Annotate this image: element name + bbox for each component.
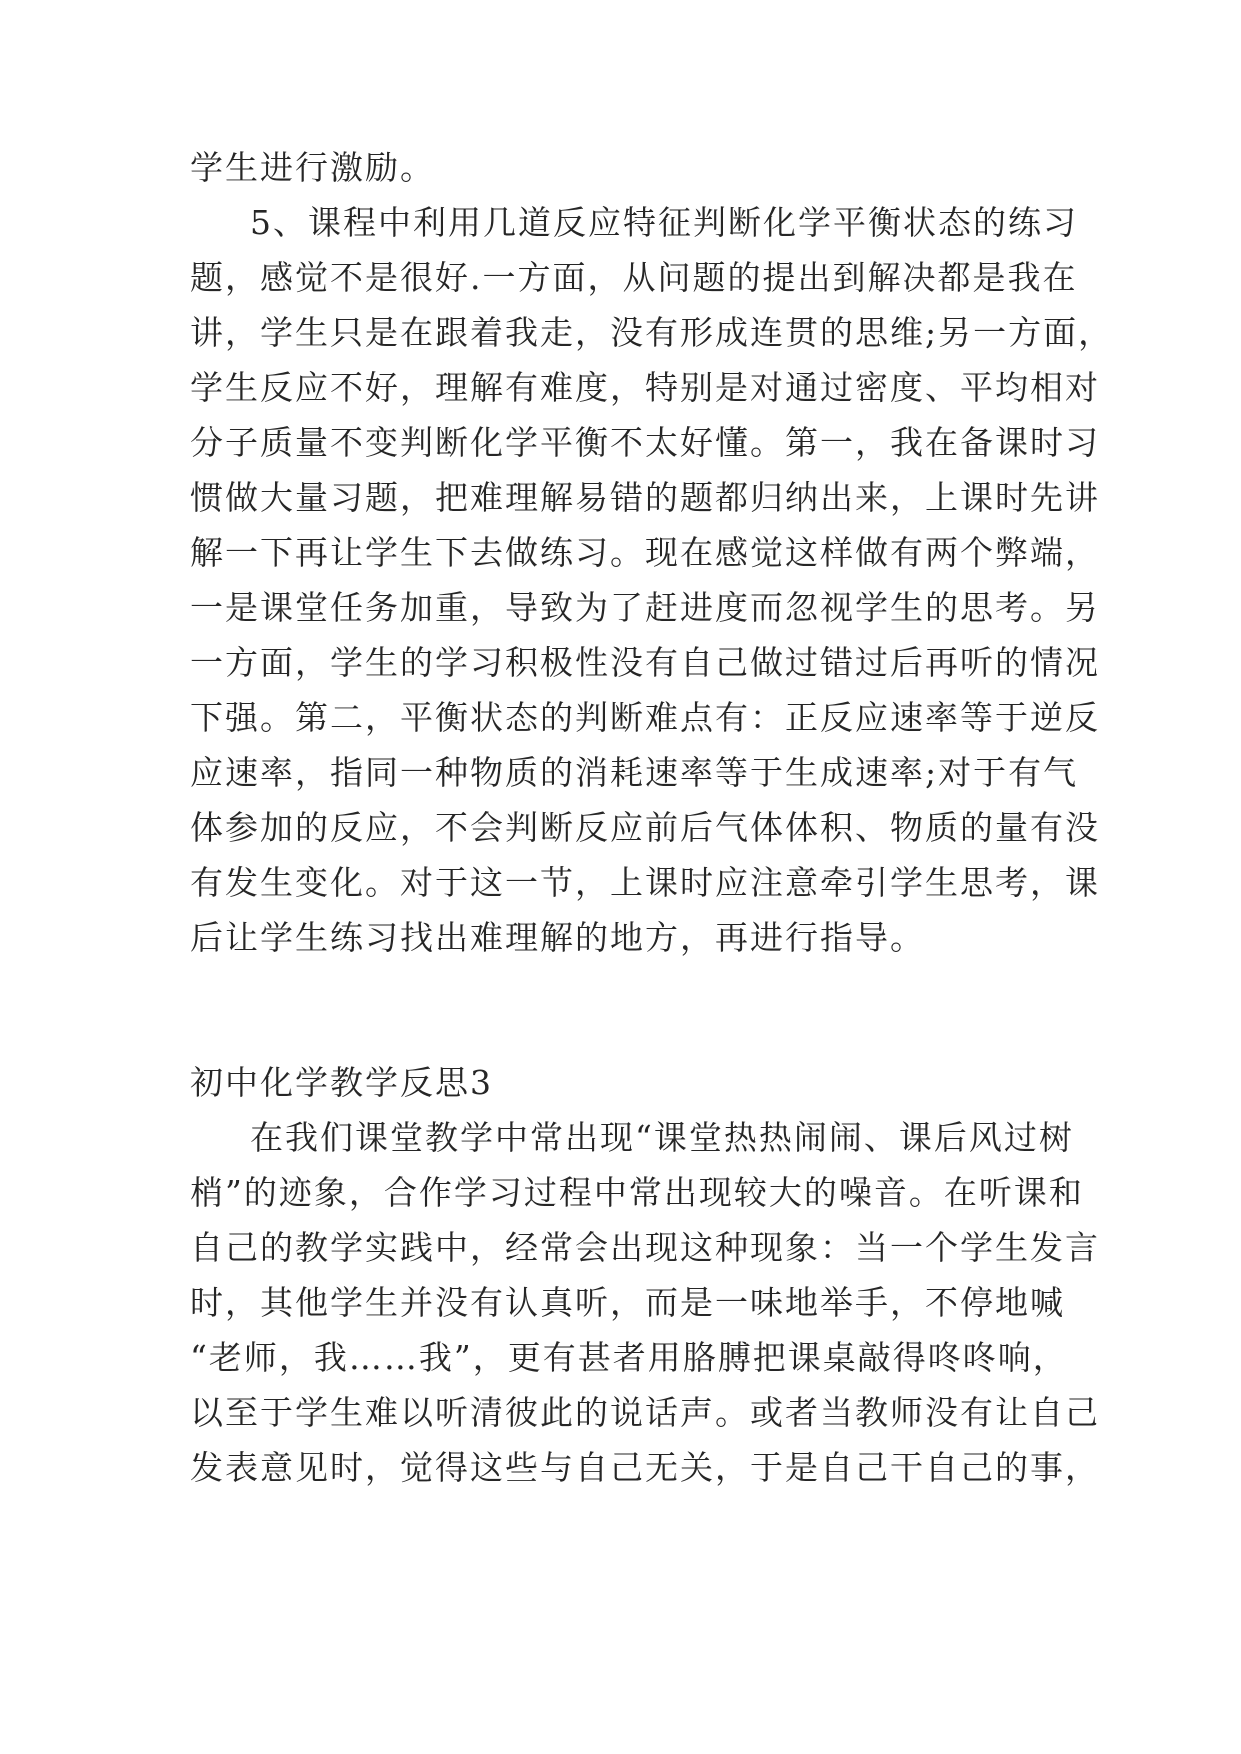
paragraph-line: 体参加的反应，不会判断反应前后气体体积、物质的量有没 (190, 808, 1100, 847)
paragraph-line: 发表意见时，觉得这些与自己无关，于是自己干自己的事， (190, 1448, 1100, 1487)
paragraph-line: 学生进行激励。 (190, 148, 435, 187)
paragraph-line: 一是课堂任务加重，导致为了赶进度而忽视学生的思考。另 (190, 588, 1100, 627)
paragraph-line: 应速率，指同一种物质的消耗速率等于生成速率;对于有气 (190, 753, 1079, 792)
paragraph-line: 后让学生练习找出难理解的地方，再进行指导。 (190, 918, 925, 957)
paragraph-line: 梢”的迹象，合作学习过程中常出现较大的噪音。在听课和 (190, 1173, 1084, 1212)
paragraph-line: 时，其他学生并没有认真听，而是一味地举手，不停地喊 (190, 1283, 1065, 1322)
paragraph-line: 以至于学生难以听清彼此的说话声。或者当教师没有让自己 (190, 1393, 1100, 1432)
paragraph-line: 在我们课堂教学中常出现“课堂热热闹闹、课后风过树 (250, 1118, 1074, 1157)
paragraph-line: 分子质量不变判断化学平衡不太好懂。第一，我在备课时习 (190, 423, 1100, 462)
paragraph-line: 自己的教学实践中，经常会出现这种现象：当一个学生发言 (190, 1228, 1100, 1267)
paragraph-line: 学生反应不好，理解有难度，特别是对通过密度、平均相对 (190, 368, 1100, 407)
paragraph-line: 题，感觉不是很好.一方面，从问题的提出到解决都是我在 (190, 258, 1078, 297)
paragraph-line: 惯做大量习题，把难理解易错的题都归纳出来，上课时先讲 (190, 478, 1100, 517)
paragraph-line: 5、课程中利用几道反应特征判断化学平衡状态的练习 (250, 203, 1078, 242)
section-heading: 初中化学教学反思3 (190, 1063, 493, 1102)
paragraph-line: 一方面，学生的学习积极性没有自己做过错过后再听的情况 (190, 643, 1100, 682)
paragraph-line: 有发生变化。对于这一节，上课时应注意牵引学生思考，课 (190, 863, 1100, 902)
paragraph-line: 下强。第二，平衡状态的判断难点有：正反应速率等于逆反 (190, 698, 1100, 737)
paragraph-line: 解一下再让学生下去做练习。现在感觉这样做有两个弊端， (190, 533, 1100, 572)
paragraph-line: 讲，学生只是在跟着我走，没有形成连贯的思维;另一方面， (190, 313, 1114, 352)
paragraph-line: “老师，我……我”，更有甚者用胳膊把课桌敲得咚咚响， (190, 1338, 1068, 1377)
